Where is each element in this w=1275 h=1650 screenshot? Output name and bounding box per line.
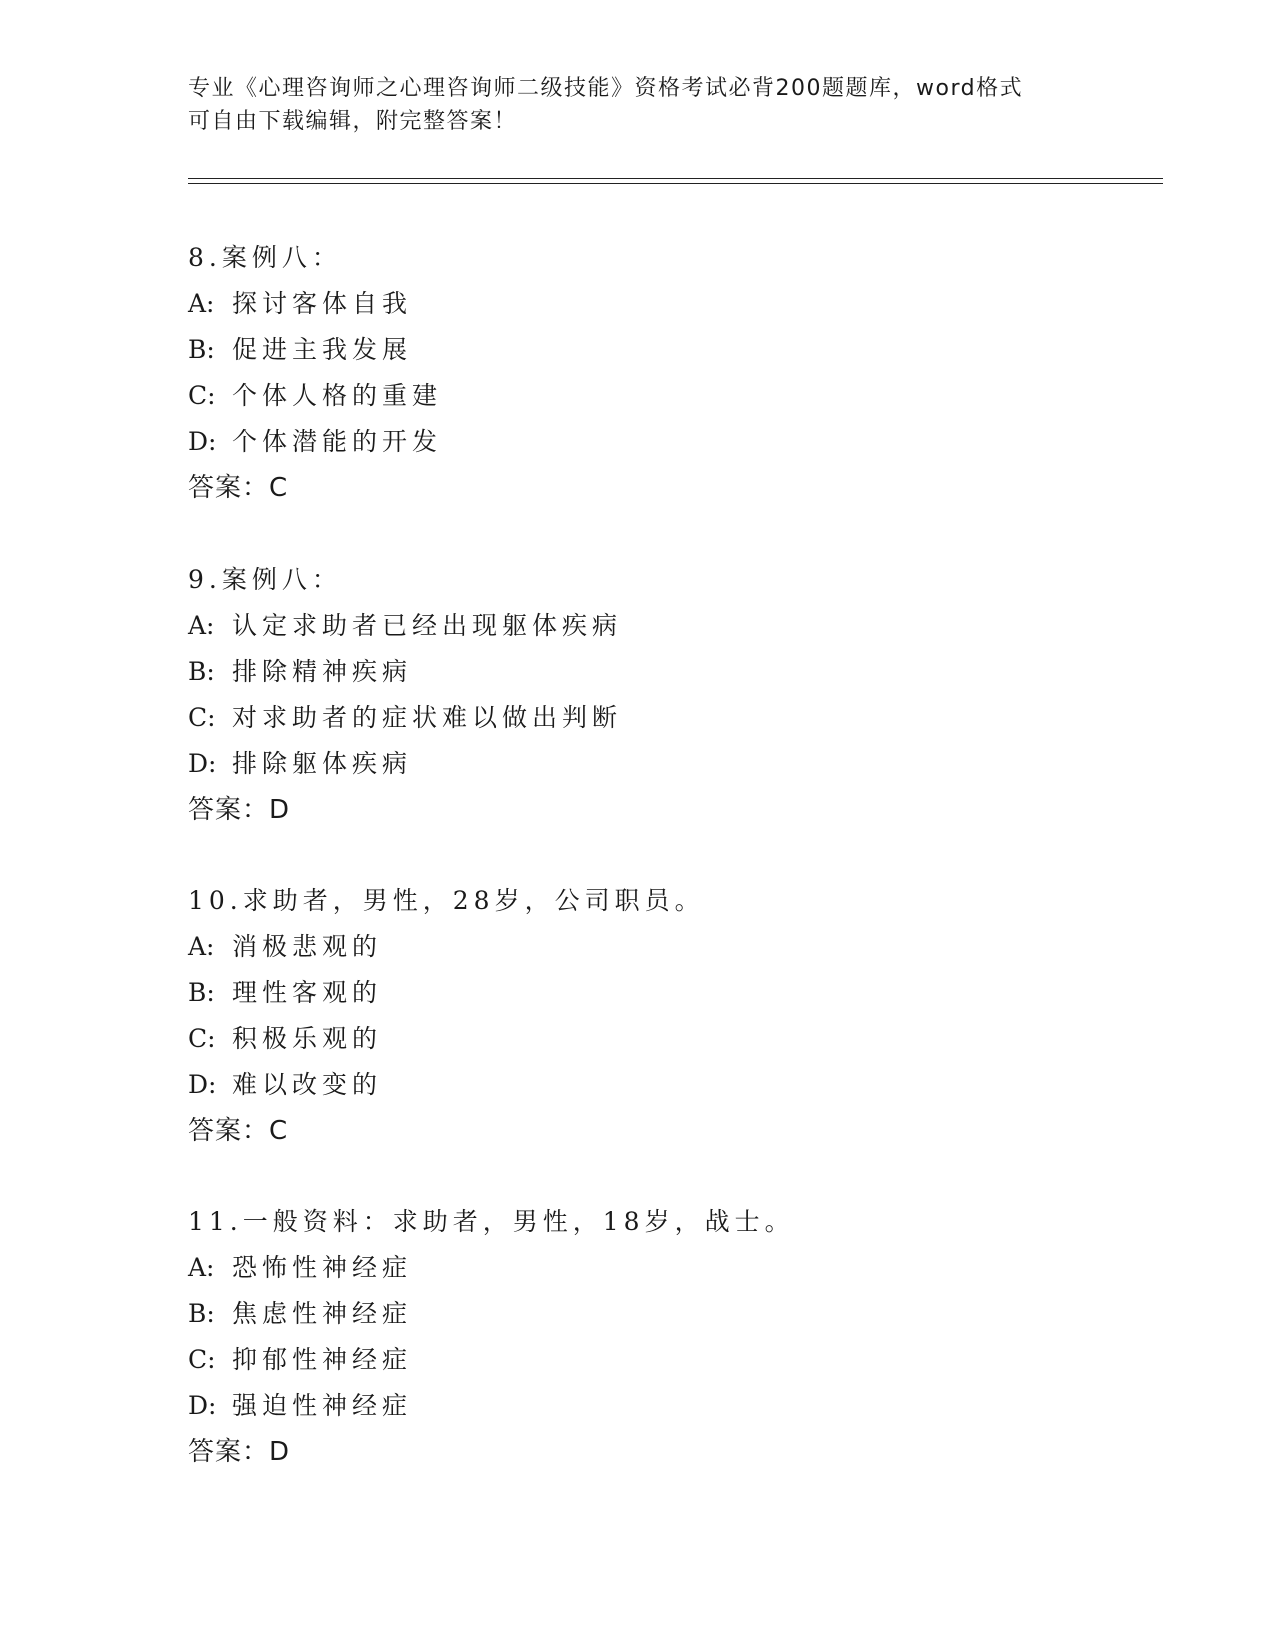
option-key: D:	[188, 1391, 217, 1420]
answer-line: 答案：D	[188, 1437, 291, 1467]
question-stem: 10.求助者，男性，28岁，公司职员。	[188, 886, 705, 915]
option-d	[188, 1383, 1138, 1429]
option-text: 排除精神疾病	[232, 657, 413, 686]
option-text: 难以改变的	[232, 1070, 383, 1099]
header-title-line-2: 可自由下载编辑，附完整答案！	[188, 109, 518, 134]
option-text: 个体潜能的开发	[232, 427, 443, 456]
option-a	[188, 603, 1138, 649]
option-b	[188, 970, 1138, 1016]
option-text: 对求助者的症状难以做出判断	[232, 703, 623, 732]
answer-line: 答案：D	[188, 795, 291, 825]
option-key: D:	[188, 749, 217, 778]
header-divider-bottom	[188, 183, 1163, 184]
option-key: A:	[188, 289, 215, 318]
header-title-line-1: 专业《心理咨询师之心理咨询师二级技能》资格考试必背200题题库，word格式	[188, 76, 1024, 101]
question-8	[188, 235, 1138, 511]
option-key: D:	[188, 427, 217, 456]
option-text: 焦虑性神经症	[232, 1299, 413, 1328]
option-key: C:	[188, 1345, 216, 1374]
option-c	[188, 1337, 1138, 1383]
option-text: 消极悲观的	[232, 932, 383, 961]
question-stem: 9.案例八：	[188, 565, 342, 594]
option-key: A:	[188, 932, 215, 961]
option-key: B:	[188, 335, 215, 364]
question-10	[188, 878, 1138, 1154]
option-text: 恐怖性神经症	[232, 1253, 413, 1282]
option-text: 促进主我发展	[232, 335, 413, 364]
option-key: B:	[188, 1299, 215, 1328]
option-c	[188, 695, 1138, 741]
answer-line: 答案：C	[188, 473, 289, 503]
option-b	[188, 1291, 1138, 1337]
option-a	[188, 281, 1138, 327]
option-key: A:	[188, 611, 215, 640]
question-9	[188, 557, 1138, 833]
option-b	[188, 327, 1138, 373]
option-key: B:	[188, 657, 215, 686]
option-text: 认定求助者已经出现躯体疾病	[232, 611, 623, 640]
option-key: B:	[188, 978, 215, 1007]
option-c	[188, 1016, 1138, 1062]
option-d	[188, 741, 1138, 787]
option-text: 积极乐观的	[232, 1024, 383, 1053]
option-text: 探讨客体自我	[232, 289, 413, 318]
option-a	[188, 1245, 1138, 1291]
question-stem: 8.案例八：	[188, 243, 342, 272]
option-key: C:	[188, 381, 216, 410]
option-key: D:	[188, 1070, 217, 1099]
document-header	[188, 72, 1088, 138]
option-a	[188, 924, 1138, 970]
option-d	[188, 1062, 1138, 1108]
option-key: C:	[188, 1024, 216, 1053]
question-11	[188, 1199, 1138, 1475]
header-divider-top	[188, 178, 1163, 179]
option-text: 个体人格的重建	[232, 381, 443, 410]
option-text: 抑郁性神经症	[232, 1345, 413, 1374]
answer-line: 答案：C	[188, 1116, 289, 1146]
option-key: A:	[188, 1253, 215, 1282]
option-text: 强迫性神经症	[232, 1391, 413, 1420]
option-text: 理性客观的	[232, 978, 383, 1007]
option-text: 排除躯体疾病	[232, 749, 413, 778]
option-b	[188, 649, 1138, 695]
question-stem: 11.一般资料：求助者，男性，18岁，战士。	[188, 1207, 795, 1236]
option-d	[188, 419, 1138, 465]
option-key: C:	[188, 703, 216, 732]
option-c	[188, 373, 1138, 419]
